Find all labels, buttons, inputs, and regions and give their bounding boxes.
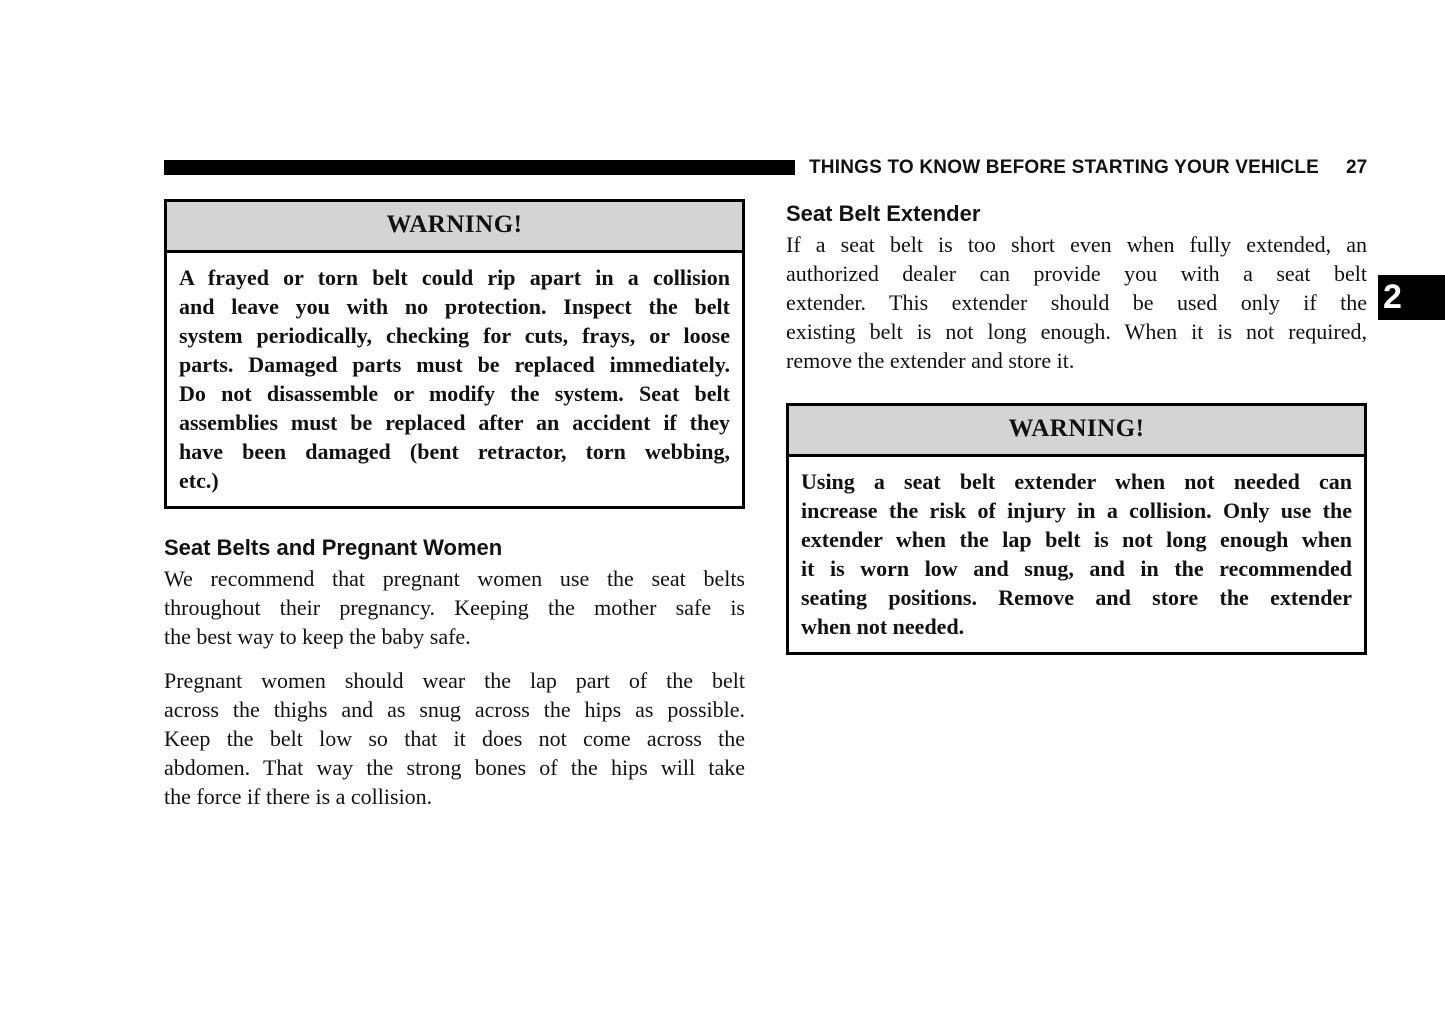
text-line: We recommend that pregnant women use the seat belts: [164, 566, 745, 591]
section-heading-pregnant-women: Seat Belts and Pregnant Women: [164, 535, 503, 560]
text-line: extender. This extender should be used only if the: [786, 290, 1367, 315]
paragraph: [164, 666, 745, 811]
text-line: increase the risk of injury in a collision. Only use the: [801, 498, 1352, 523]
text-line: Using a seat belt extender when not needed can: [801, 469, 1352, 494]
text-line: system periodically, checking for cuts, frays, or loose: [179, 323, 730, 348]
text-line: remove the extender and store it.: [786, 348, 1075, 373]
text-line: Do not disassemble or modify the system. Seat belt: [179, 381, 730, 406]
text-line: Keep the belt low so that it does not come across the: [164, 726, 745, 751]
text-line: have been damaged (bent retractor, torn webbing,: [179, 439, 730, 464]
text-line: parts. Damaged parts must be replaced immediately.: [179, 352, 730, 377]
header-rule: [164, 160, 795, 175]
warning-box-extender: [786, 403, 1367, 655]
chapter-tab: [1378, 275, 1445, 320]
text-line: when not needed.: [801, 614, 965, 639]
paragraph: [164, 564, 745, 651]
paragraph: [786, 230, 1367, 375]
text-line: the force if there is a collision.: [164, 784, 433, 809]
section-heading-belt-extender: Seat Belt Extender: [786, 201, 981, 226]
text-line: etc.): [179, 468, 219, 493]
text-line: it is worn low and snug, and in the recommended: [801, 556, 1352, 581]
text-line: If a seat belt is too short even when fully extended, an: [786, 232, 1367, 257]
text-line: and leave you with no protection. Inspect the belt: [179, 294, 730, 319]
text-line: existing belt is not long enough. When it is not required,: [786, 319, 1367, 344]
text-line: authorized dealer can provide you with a seat belt: [786, 261, 1367, 286]
text-line: A frayed or torn belt could rip apart in a collision: [179, 265, 730, 290]
text-line: extender when the lap belt is not long enough when: [801, 527, 1352, 552]
text-line: the best way to keep the baby safe.: [164, 624, 471, 649]
warning-text: [167, 253, 742, 495]
text-line: assemblies must be replaced after an accident if they: [179, 410, 730, 435]
page-number: 27: [1346, 157, 1368, 178]
warning-title: WARNING!: [789, 406, 1364, 457]
chapter-number: 2: [1383, 278, 1402, 316]
text-line: Pregnant women should wear the lap part of the belt: [164, 668, 745, 693]
text-line: across the thighs and as snug across the hips as possible.: [164, 697, 745, 722]
text-line: seating positions. Remove and store the extender: [801, 585, 1352, 610]
text-line: throughout their pregnancy. Keeping the mother safe is: [164, 595, 745, 620]
warning-title: WARNING!: [167, 202, 742, 253]
text-line: abdomen. That way the strong bones of the hips will take: [164, 755, 745, 780]
running-header: THINGS TO KNOW BEFORE STARTING YOUR VEHICLE: [809, 157, 1320, 178]
warning-box-frayed-belt: [164, 199, 745, 509]
warning-text: [789, 457, 1364, 641]
